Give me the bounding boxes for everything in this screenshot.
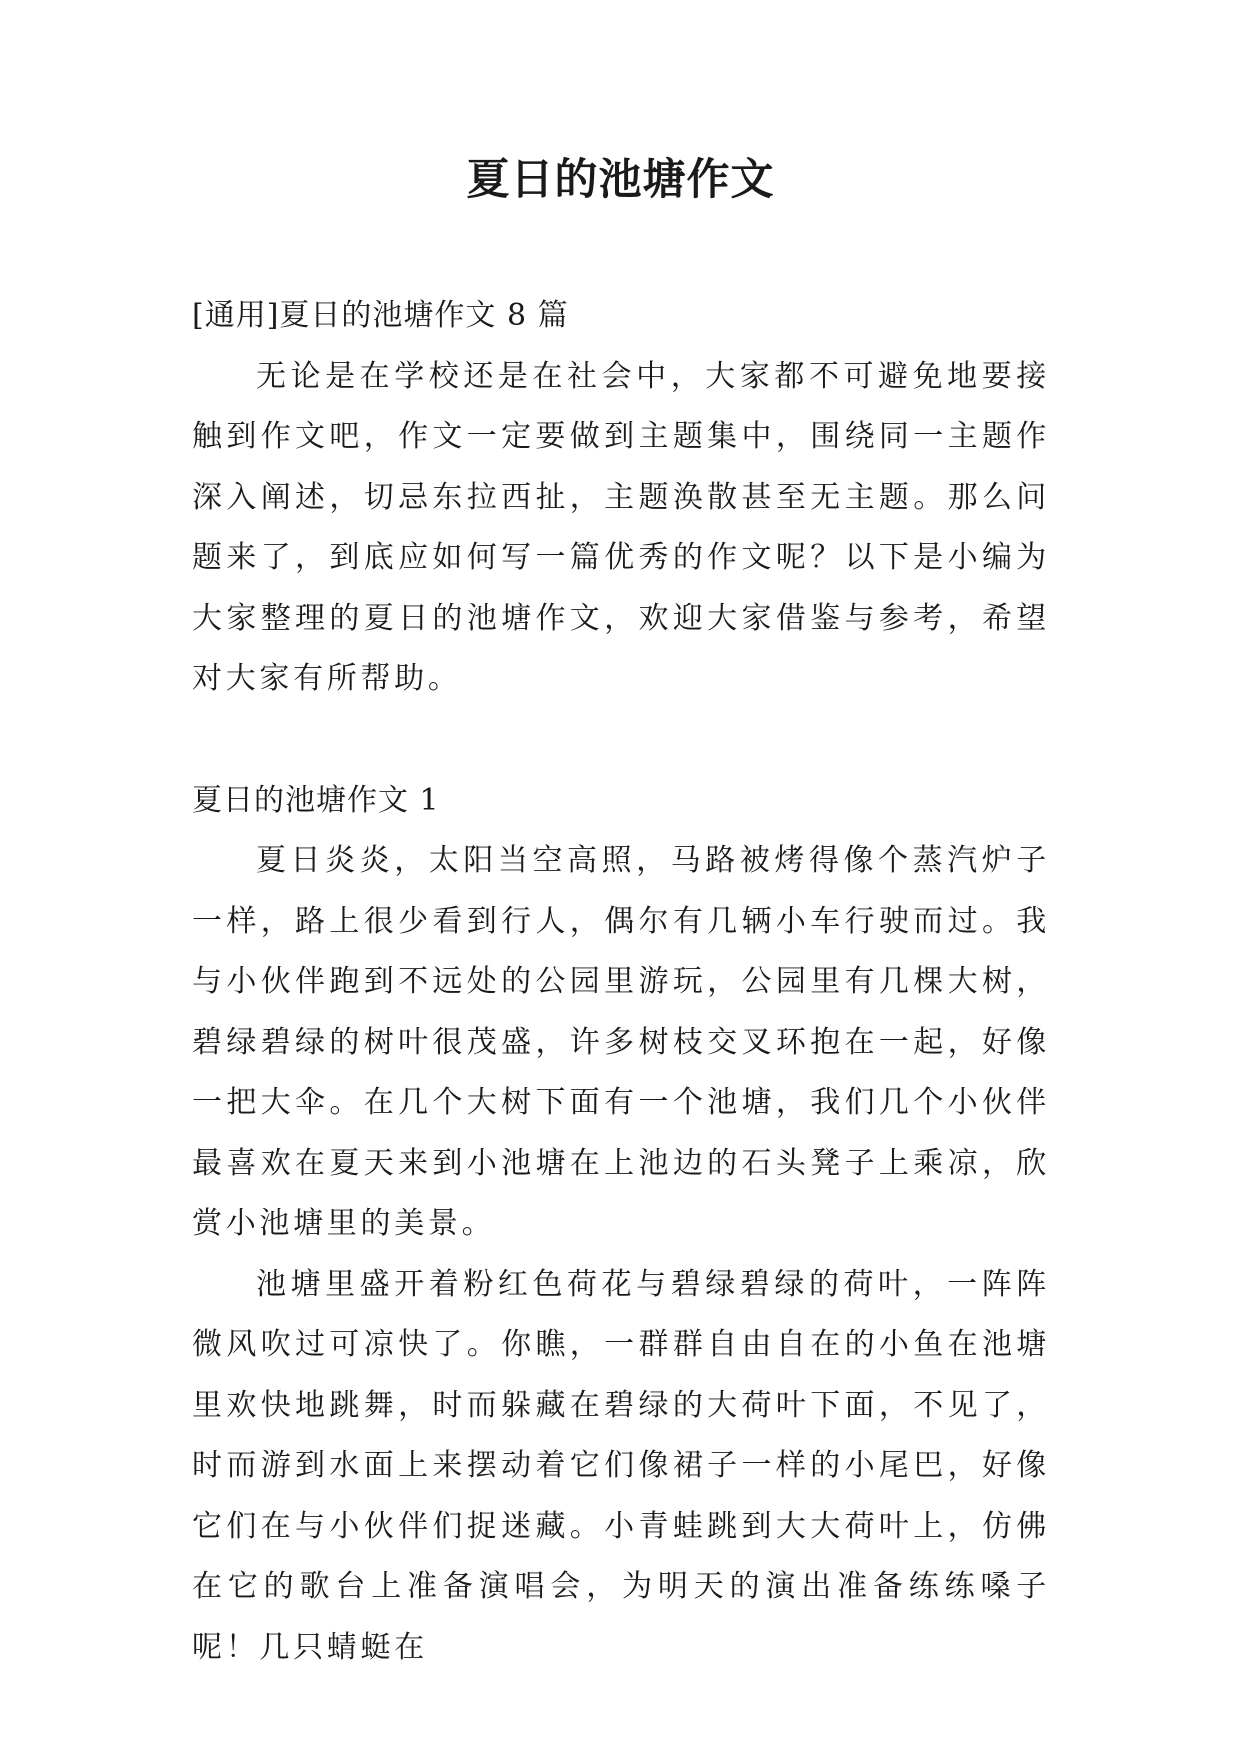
document-subtitle: [通用]夏日的池塘作文 8 篇 <box>192 298 569 333</box>
section-heading: 夏日的池塘作文 1 <box>192 782 440 818</box>
document-title: 夏日的池塘作文 <box>466 155 775 205</box>
body-paragraph: 夏日炎炎，太阳当空高照，马路被烤得像个蒸汽炉子一样，路上很少看到行人，偶尔有几辆小车行驶而过。我与小伙伴跑到不远处的公园里游玩，公园里有几棵大树，碧绿碧绿的树叶很茂盛，许多树枝交叉环抱在一起，好像一把大伞。在几个大树下面有一个池塘，我们几个小伙伴最喜欢在夏天来到小池塘在上池边的石头凳子上乘凉，欣赏小池塘里的美景。 <box>192 843 1050 1241</box>
intro-paragraph: 无论是在学校还是在社会中，大家都不可避免地要接触到作文吧，作文一定要做到主题集中，围绕同一主题作深入阐述，切忌东拉西扯，主题涣散甚至无主题。那么问题来了，到底应如何写一篇优秀的作文呢？以下是小编为大家整理的夏日的池塘作文，欢迎大家借鉴与参考，希望对大家有所帮助。 <box>192 358 1050 696</box>
body-paragraph: 池塘里盛开着粉红色荷花与碧绿碧绿的荷叶，一阵阵微风吹过可凉快了。你瞧，一群群自由自在的小鱼在池塘里欢快地跳舞，时而躲藏在碧绿的大荷叶下面，不见了，时而游到水面上来摆动着它们像裙子一样的小尾巴，好像它们在与小伙伴们捉迷藏。小青蛙跳到大大荷叶上，仿佛在它的歌台上准备演唱会，为明天的演出准备练练嗓子呢！几只蜻蜓在 <box>192 1266 1050 1665</box>
section-spacer <box>192 710 1050 771</box>
document-body <box>192 286 1050 1678</box>
